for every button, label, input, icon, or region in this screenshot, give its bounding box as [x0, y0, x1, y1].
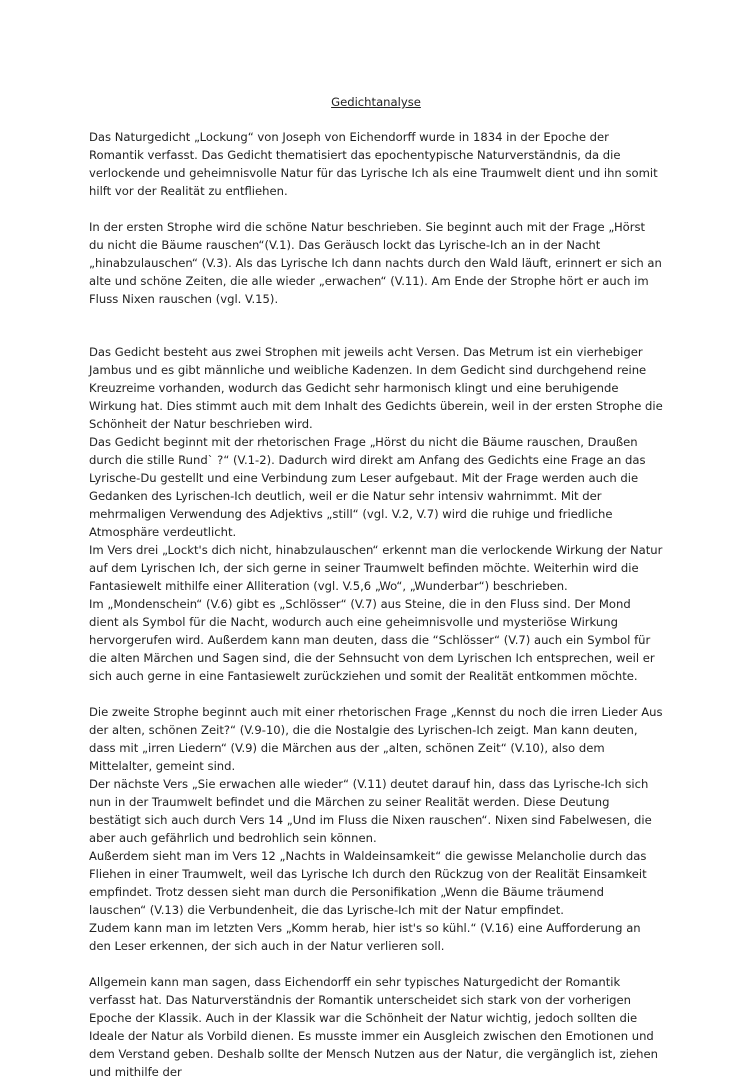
analysis-paragraph-melancholy: Außerdem sieht man im Vers 12 „Nachts in Waldeinsamkeit“ die gewisse Melancholie durch das Fliehen in einer Traumwelt, weil das Lyrische Ich durch den Rückzug von der Realität Einsamkeit empfindet. Trotz dessen sieht man durch die Personifikation „Wenn die Bäume träumend lauschen“ (V.13) die Verbundenheit, die das Lyrische-Ich mit der Natur empfindet. [89, 849, 647, 917]
analysis-paragraph-question: Das Gedicht beginnt mit der rhetorischen Frage „Hörst du nicht die Bäume rauschen, Draußen durch die stille Rund` ?“ (V.1-2). Dadurch wird direkt am Anfang des Gedichts eine Frage an das Lyrische-Du gestellt und eine Verbindung zum Leser aufgebaut. Mit der Frage werden auch die Gedanken des Lyrischen-Ich deutlich, weil er die Natur sehr intensiv wahrnimmt. Mit der mehrmaligen Verwendung des Adjektivs „still“ (vgl. V.2, V.7) wird die ruhige und friedliche Atmosphäre verdeutlicht. [89, 435, 646, 539]
conclusion-paragraph: Allgemein kann man sagen, dass Eichendorff ein sehr typisches Naturgedicht der Romantik verfasst hat. Das Naturverständnis der Romantik unterscheidet sich stark von der vorherigen Epoche der Klassik. Auch in der Klassik war die Schönheit der Natur wichtig, jedoch sollten die Ideale der Natur als Vorbild dienen. Es musste immer ein Ausgleich zwischen den Emotionen und dem Verstand geben. Deshalb sollte der Mensch Nutzen aus der Natur, die vergänglich ist, ziehen und mithilfe der [89, 975, 658, 1079]
document-body [89, 93, 663, 1081]
analysis-paragraph-verse-three: Im Vers drei „Lockt's dich nicht, hinabzulauschen“ erkennt man die verlockende Wirkung der Natur auf dem Lyrischen Ich, der sich gerne in seiner Traumwelt befinden möchte. Weiterhin wird die Fantasiewelt mithilfe einer Alliteration (vgl. V.5,6 „Wo“, „Wunderbar“) beschrieben. [89, 543, 663, 593]
analysis-paragraph-last-verse: Zudem kann man im letzten Vers „Komm herab, hier ist's so kühl.“ (V.16) eine Aufforderung an den Leser erkennen, der sich auch in der Natur verlieren soll. [89, 921, 641, 953]
document-title: Gedichtanalyse [331, 95, 421, 109]
form-paragraph: Das Gedicht besteht aus zwei Strophen mit jeweils acht Versen. Das Metrum ist ein vierhebiger Jambus und es gibt männliche und weibliche Kadenzen. In dem Gedicht sind durchgehend reine Kreuzreime vorhanden, wodurch das Gedicht sehr harmonisch klingt und eine beruhigende Wirkung hat. Dies stimmt auch mit dem Inhalt des Gedichts überein, weil in der ersten Strophe die Schönheit der Natur beschrieben wird. [89, 345, 663, 431]
summary-paragraph: In der ersten Strophe wird die schöne Natur beschrieben. Sie beginnt auch mit der Frage „Hörst du nicht die Bäume rauschen“(V.1). Das Geräusch lockt das Lyrische-Ich an in der Nacht „hinabzulauschen“ (V.3). Als das Lyrische Ich dann nachts durch den Wald läuft, erinnert er sich an alte und schöne Zeiten, die alle wieder „erwachen“ (V.11). Am Ende der Strophe hört er auch im Fluss Nixen rauschen (vgl. V.15). [89, 220, 662, 306]
second-stanza-paragraph: Die zweite Strophe beginnt auch mit einer rhetorischen Frage „Kennst du noch die irren Lieder Aus der alten, schönen Zeit?“ (V.9-10), die die Nostalgie des Lyrischen-Ich zeigt. Man kann deuten, dass mit „irren Liedern“ (V.9) die Märchen aus der „alten, schönen Zeit“ (V.10), also dem Mittelalter, gemeint sind. [89, 705, 663, 773]
intro-paragraph: Das Naturgedicht „Lockung“ von Joseph von Eichendorff wurde in 1834 in der Epoche der Romantik verfasst. Das Gedicht thematisiert das epochentypische Naturverständnis, da die verlockende und geheimnisvolle Natur für das Lyrische Ich als eine Traumwelt dient und ihn somit hilft vor der Realität zu entfliehen. [89, 130, 658, 198]
analysis-paragraph-verse-eleven: Der nächste Vers „Sie erwachen alle wieder“ (V.11) deutet darauf hin, dass das Lyrische-Ich sich nun in der Traumwelt befindet und die Märchen zu seiner Realität werden. Diese Deutung bestätigt sich auch durch Vers 14 „Und im Fluss die Nixen rauschen“. Nixen sind Fabelwesen, die aber auch gefährlich und bedrohlich sein können. [89, 777, 652, 845]
analysis-paragraph-moonlight: Im „Mondenschein“ (V.6) gibt es „Schlösser“ (V.7) aus Steine, die in den Fluss sind. Der Mond dient als Symbol für die Nacht, wodurch auch eine geheimnisvolle und mysteriöse Wirkung hervorgerufen wird. Außerdem kann man deuten, dass die “Schlösser“ (V.7) auch ein Symbol für die alten Märchen und Sagen sind, die der Sehnsucht von dem Lyrischen Ich entsprechen, weil er sich auch gerne in eine Fantasiewelt zurückziehen und somit der Realität entkommen möchte. [89, 597, 655, 683]
